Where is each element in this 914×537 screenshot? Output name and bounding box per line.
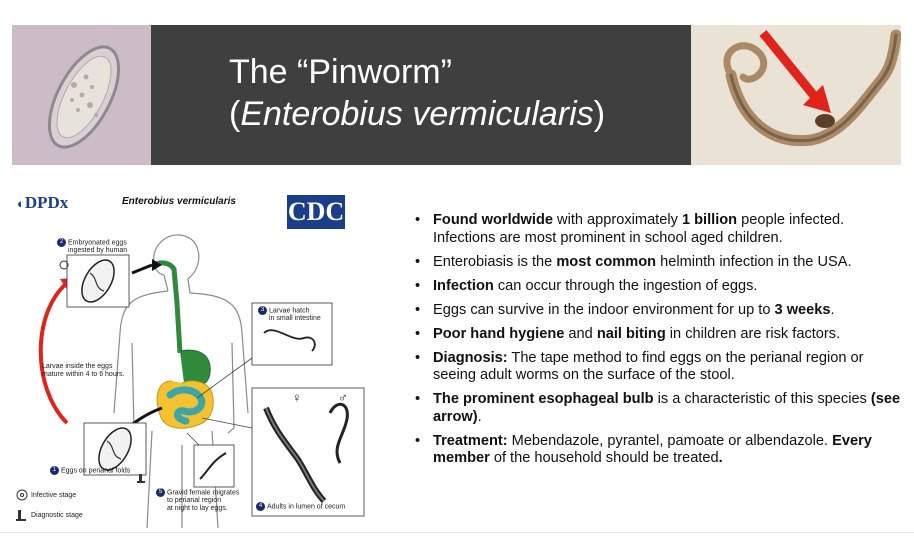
cdc-logo: CDC bbox=[287, 195, 345, 229]
diagram-title: Enterobius vermicularis bbox=[122, 196, 236, 207]
list-item: • Found worldwide with approximately 1 billion people infected. Infections are most prominent in school aged children. bbox=[415, 212, 905, 247]
esophagus bbox=[154, 263, 180, 353]
legend-infective: Infective stage bbox=[31, 492, 77, 499]
list-item: • Diagnosis: The tape method to find eggs on the perianal region or seeing adult worms on the surface of the stool. bbox=[415, 350, 905, 385]
life-cycle-diagram bbox=[12, 183, 372, 528]
facts-list bbox=[415, 212, 905, 474]
step-1-label: 1 Eggs on perianal folds bbox=[50, 466, 130, 475]
slide-subtitle: (Enterobius vermicularis) bbox=[229, 95, 606, 133]
list-item: • Enterobiasis is the most common helminth infection in the USA. bbox=[415, 254, 905, 272]
adult-worms-illustration bbox=[252, 388, 364, 516]
list-item: • Poor hand hygiene and nail biting in children are risk factors. bbox=[415, 326, 905, 344]
title-banner bbox=[151, 25, 691, 165]
list-item: • Treatment: Mebendazole, pyrantel, pamoate or albendazole. Every member of the household should be treated. bbox=[415, 433, 905, 468]
adult-worm-micrograph bbox=[691, 25, 901, 165]
list-item: • Eggs can survive in the indoor environment for up to 3 weeks. bbox=[415, 302, 905, 320]
slide-title: The “Pinworm” bbox=[229, 53, 452, 91]
cycle-note: Larvae inside the eggs mature within 4 to 6 hours. bbox=[42, 363, 125, 378]
microscope-icon bbox=[16, 510, 26, 521]
esophageal-bulb bbox=[815, 114, 835, 128]
step-2-label: 2 Embryonated eggs ingested by human bbox=[57, 238, 127, 255]
step-4-label: 4 Adults in lumen of cecum bbox=[256, 502, 345, 511]
list-item: • The prominent esophageal bulb is a characteristic of this species (see arrow). bbox=[415, 391, 905, 426]
biohazard-icon bbox=[17, 490, 27, 500]
species-name: Enterobius vermicularis bbox=[240, 95, 594, 133]
gravid-female-illustration bbox=[194, 445, 234, 487]
life-cycle-art bbox=[12, 183, 372, 528]
list-item: • Infection can occur through the ingestion of eggs. bbox=[415, 278, 905, 296]
step-3-label: 3 Larvae hatch in small intestine bbox=[258, 306, 321, 323]
female-symbol: ♀ bbox=[292, 390, 302, 405]
slide-divider bbox=[0, 532, 914, 533]
cycle-arrow bbox=[41, 283, 67, 423]
dpdx-logo: ◐DPDx bbox=[17, 193, 69, 212]
egg-illustration-ingested bbox=[67, 255, 129, 308]
egg-micrograph bbox=[12, 25, 152, 165]
step-5-label: 5 Gravid female migrates to perianal region at night to lay eggs. bbox=[156, 488, 239, 513]
legend-diagnostic: Diagnostic stage bbox=[31, 512, 83, 519]
male-symbol: ♂ bbox=[338, 390, 348, 405]
